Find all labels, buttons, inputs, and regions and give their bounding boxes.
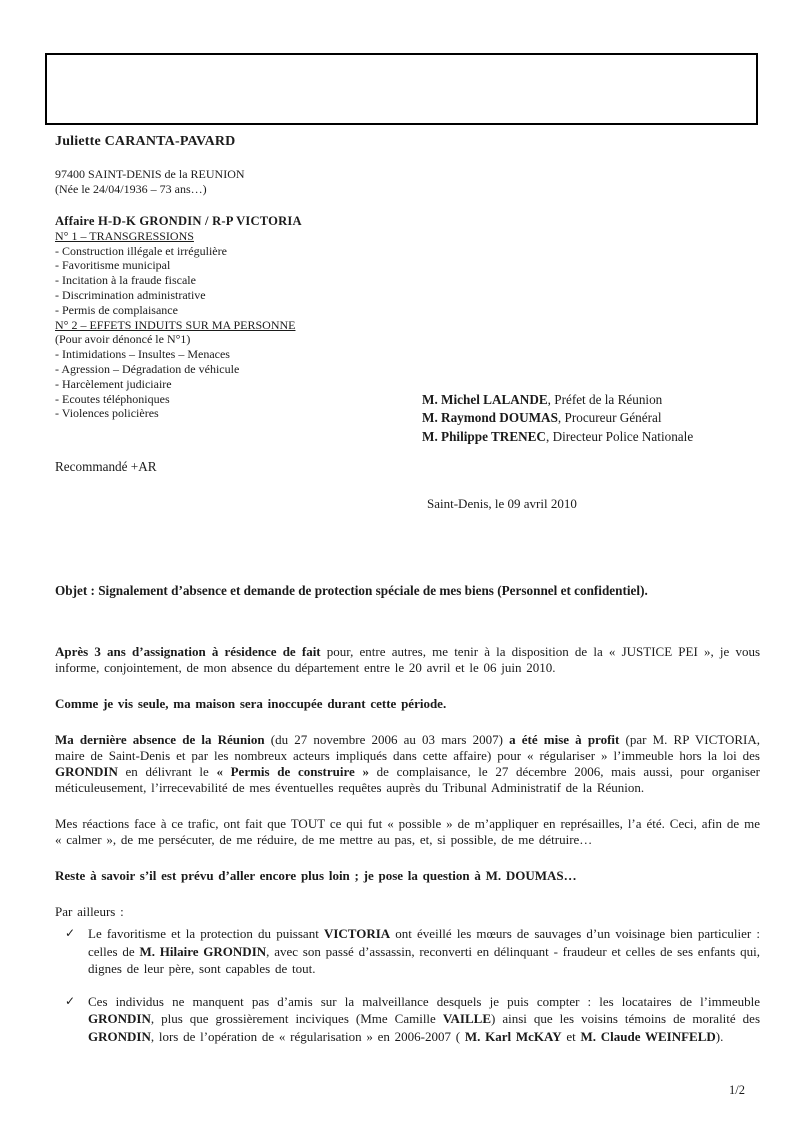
recipient-role: , Procureur Général	[557, 410, 662, 426]
case-section2-item: - Ecoutes téléphoniques	[55, 391, 170, 406]
page-number: 1/2	[729, 1083, 745, 1097]
case-section1-item: - Favoritisme municipal	[55, 258, 171, 273]
checkmark-icon: ✓	[65, 993, 76, 1008]
recipient-name: M. Philippe TRENEC	[422, 428, 546, 444]
case-section1-item: - Discrimination administrative	[55, 287, 206, 302]
letter-body	[55, 644, 760, 1060]
bullet-text: Ces individus ne manquent pas d’amis sur la malveillance desquels je puis compter : les locataires de l’immeuble GRONDIN, plus que grossièrement inciviques (Mme Camille VAILLE) ainsi que les voisins témoins de moralité des GRONDIN, lors de l’opération de « régularisation » en 2006-2007 ( M. Karl McKAY et M. Claude WEINFELD).	[88, 993, 760, 1044]
recipient-line	[422, 428, 693, 446]
sender-birth-line: (Née le 24/04/1936 – 73 ans…)	[55, 181, 207, 196]
bullet-item	[55, 993, 760, 1046]
case-section2-item: - Intimidations – Insultes – Menaces	[55, 347, 230, 362]
case-section2-heading: N° 2 – EFFETS INDUITS SUR MA PERSONNE	[55, 317, 296, 332]
case-section2-item: - Agression – Dégradation de véhicule	[55, 361, 240, 376]
redacted-header-box	[45, 53, 758, 125]
bullet-text: Le favoritisme et la protection du puissant VICTORIA ont éveillé les mœurs de sauvages d’un voisinage bien particulier : celles de M. Hilaire GRONDIN, avec son passé d’assassin, reconverti en délinquant - fraudeur et celles de ses enfants qui, dignes de leur père, sont capables de tout.	[88, 926, 760, 976]
paragraph-absence-notice: Après 3 ans d’assignation à résidence de fait pour, entre autres, me tenir à la disposition de la « JUSTICE PEI », je vous informe, conjointement, de mon absence du département entre le 20 avril et le 06 juin 2010.	[55, 644, 761, 675]
case-title: Affaire H-D-K GRONDIN / R-P VICTORIA	[55, 214, 302, 228]
case-section2-item: - Harcèlement judiciaire	[55, 376, 172, 391]
paragraph-question-doumas: Reste à savoir s’il est prévu d’aller encore plus loin ; je pose la question à M. DOUMAS…	[55, 868, 577, 883]
sender-name: Juliette CARANTA-PAVARD	[55, 134, 236, 149]
case-section2-note: (Pour avoir dénoncé le N°1)	[55, 332, 191, 347]
case-summary-block	[55, 214, 302, 421]
recipients-block	[422, 391, 693, 446]
checkmark-icon: ✓	[65, 926, 76, 940]
sender-address-block	[55, 167, 245, 196]
case-section1-item: - Construction illégale et irrégulière	[55, 243, 227, 258]
subject-line: Objet : Signalement d’absence et demande de protection spéciale de mes biens (Personnel et confidentiel).	[55, 583, 648, 598]
recipient-role: , Directeur Police Nationale	[545, 428, 694, 444]
dateline: Saint-Denis, le 09 avril 2010	[427, 496, 577, 511]
mailing-method-label: Recommandé +AR	[55, 459, 157, 474]
bullet-item	[55, 925, 760, 978]
paragraph-reprisals: Mes réactions face à ce trafic, ont fait que TOUT ce qui fut « possible » de m’appliquer en représailles, l’a été. Ceci, afin de me « calmer », de me persécuter, de me réduire, de me mettre au pas, et, si possible, de me détruire…	[55, 816, 760, 847]
aside-label: Par ailleurs :	[55, 904, 124, 919]
recipient-name: M. Michel LALANDE	[422, 392, 548, 407]
recipient-role: , Préfet de la Réunion	[547, 392, 663, 407]
case-section2-item: - Violences policières	[55, 406, 159, 421]
case-section1-heading: N° 1 – TRANSGRESSIONS	[55, 228, 194, 243]
recipient-line	[422, 391, 693, 409]
case-section1-item: - Permis de complaisance	[55, 302, 178, 317]
sender-address-line: 97400 SAINT-DENIS de la REUNION	[55, 167, 245, 181]
recipient-line	[422, 409, 693, 427]
recipient-name: M. Raymond DOUMAS	[422, 410, 558, 426]
paragraph-previous-absence: Ma dernière absence de la Réunion (du 27 novembre 2006 au 03 mars 2007) a été mise à profit (par M. RP VICTORIA, maire de Saint-Denis et par les nombreux acteurs impliqués dans cette affaire) pour « régulariser » l’immeuble hors la loi des GRONDIN en délivrant le « Permis de construire » de complaisance, le 27 décembre 2006, mais aussi, pour organiser méticuleusement, l’irrecevabilité de mes éventuelles requêtes auprès du Tribunal Administratif de la Réunion.	[55, 732, 760, 795]
case-section1-item: - Incitation à la fraude fiscale	[55, 273, 196, 288]
paragraph-house-unoccupied: Comme je vis seule, ma maison sera inoccupée durant cette période.	[55, 696, 447, 711]
